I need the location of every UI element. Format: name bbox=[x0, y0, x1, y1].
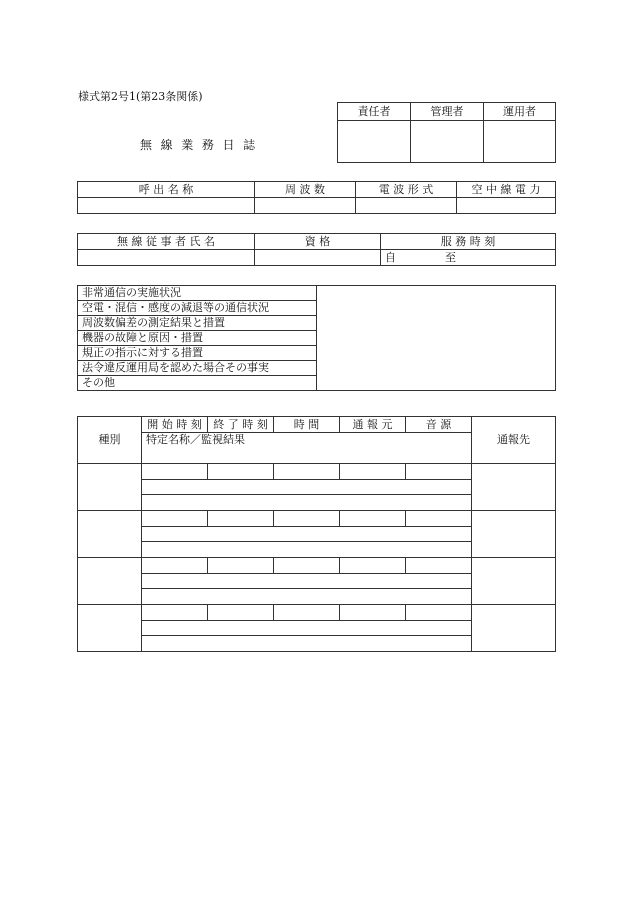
header-antenna-power: 空 中 線 電 力 bbox=[457, 182, 556, 198]
entry-sound-field[interactable] bbox=[406, 511, 472, 527]
call-sign-field[interactable] bbox=[78, 198, 255, 214]
entry-duration-field[interactable] bbox=[274, 464, 340, 480]
items-table bbox=[77, 285, 556, 391]
service-to-label: 至 bbox=[445, 250, 456, 264]
entry-result-field[interactable] bbox=[142, 542, 472, 558]
header-report-source: 通 報 元 bbox=[340, 417, 406, 433]
item-label: 空電・混信・感度の減退等の通信状況 bbox=[78, 301, 317, 316]
entry-report-to-field[interactable] bbox=[472, 511, 556, 558]
frequency-field[interactable] bbox=[255, 198, 356, 214]
header-sound-source: 音 源 bbox=[406, 417, 472, 433]
header-frequency: 周 波 数 bbox=[255, 182, 356, 198]
entry-result-field[interactable] bbox=[142, 636, 472, 652]
page-title: 無 線 業 務 日 誌 bbox=[140, 138, 258, 152]
entry-type-field[interactable] bbox=[78, 511, 142, 558]
entry-type-field[interactable] bbox=[78, 464, 142, 511]
entry-name-field[interactable] bbox=[142, 480, 472, 495]
log-table bbox=[77, 416, 556, 652]
entry-type-field[interactable] bbox=[78, 558, 142, 605]
antenna-power-field[interactable] bbox=[457, 198, 556, 214]
item-label: 周波数偏差の測定結果と措置 bbox=[78, 316, 317, 331]
entry-report-to-field[interactable] bbox=[472, 464, 556, 511]
item-label: 非常通信の実施状況 bbox=[78, 286, 317, 301]
entry-result-field[interactable] bbox=[142, 589, 472, 605]
form-number: 様式第2号1(第23条関係) bbox=[78, 90, 203, 103]
qualification-field[interactable] bbox=[255, 250, 381, 266]
station-table bbox=[77, 181, 556, 214]
item-label: その他 bbox=[78, 376, 317, 391]
entry-sound-field[interactable] bbox=[406, 605, 472, 621]
entry-source-field[interactable] bbox=[340, 558, 406, 574]
entry-start-field[interactable] bbox=[142, 558, 208, 574]
service-from-label: 自 bbox=[385, 250, 396, 264]
header-service-hours: 服 務 時 刻 bbox=[381, 234, 556, 250]
entry-name-field[interactable] bbox=[142, 621, 472, 636]
entry-name-field[interactable] bbox=[142, 574, 472, 589]
entry-name-field[interactable] bbox=[142, 527, 472, 542]
header-start-time: 開 始 時 刻 bbox=[142, 417, 208, 433]
approval-stamp-manager[interactable] bbox=[411, 121, 484, 163]
approval-stamp-operator[interactable] bbox=[484, 121, 556, 163]
entry-type-field[interactable] bbox=[78, 605, 142, 652]
header-call-sign: 呼 出 名 称 bbox=[78, 182, 255, 198]
header-duration: 時 間 bbox=[274, 417, 340, 433]
emission-type-field[interactable] bbox=[356, 198, 457, 214]
header-qualification: 資 格 bbox=[255, 234, 381, 250]
entry-source-field[interactable] bbox=[340, 464, 406, 480]
operator-name-field[interactable] bbox=[78, 250, 255, 266]
entry-end-field[interactable] bbox=[208, 605, 274, 621]
entry-duration-field[interactable] bbox=[274, 511, 340, 527]
operator-table bbox=[77, 233, 556, 266]
approval-table bbox=[337, 102, 556, 163]
header-specific-name: 特定名称／監視結果 bbox=[142, 433, 472, 464]
approval-header-manager: 管理者 bbox=[411, 103, 484, 121]
entry-end-field[interactable] bbox=[208, 464, 274, 480]
approval-header-responsible: 責任者 bbox=[338, 103, 411, 121]
entry-source-field[interactable] bbox=[340, 511, 406, 527]
entry-duration-field[interactable] bbox=[274, 558, 340, 574]
entry-end-field[interactable] bbox=[208, 558, 274, 574]
items-notes-field[interactable] bbox=[317, 286, 556, 391]
header-emission-type: 電 波 形 式 bbox=[356, 182, 457, 198]
entry-start-field[interactable] bbox=[142, 511, 208, 527]
header-end-time: 終 了 時 刻 bbox=[208, 417, 274, 433]
entry-duration-field[interactable] bbox=[274, 605, 340, 621]
entry-start-field[interactable] bbox=[142, 605, 208, 621]
entry-sound-field[interactable] bbox=[406, 464, 472, 480]
header-report-to: 通報先 bbox=[472, 417, 556, 464]
service-hours-field[interactable] bbox=[381, 250, 556, 266]
approval-stamp-responsible[interactable] bbox=[338, 121, 411, 163]
item-label: 法令違反運用局を認めた場合その事実 bbox=[78, 361, 317, 376]
entry-report-to-field[interactable] bbox=[472, 558, 556, 605]
entry-report-to-field[interactable] bbox=[472, 605, 556, 652]
entry-start-field[interactable] bbox=[142, 464, 208, 480]
entry-sound-field[interactable] bbox=[406, 558, 472, 574]
item-label: 規正の指示に対する措置 bbox=[78, 346, 317, 361]
entry-source-field[interactable] bbox=[340, 605, 406, 621]
header-type: 種別 bbox=[78, 417, 142, 464]
header-operator-name: 無 線 従 事 者 氏 名 bbox=[78, 234, 255, 250]
approval-header-operator: 運用者 bbox=[484, 103, 556, 121]
item-label: 機器の故障と原因・措置 bbox=[78, 331, 317, 346]
entry-result-field[interactable] bbox=[142, 495, 472, 511]
entry-end-field[interactable] bbox=[208, 511, 274, 527]
